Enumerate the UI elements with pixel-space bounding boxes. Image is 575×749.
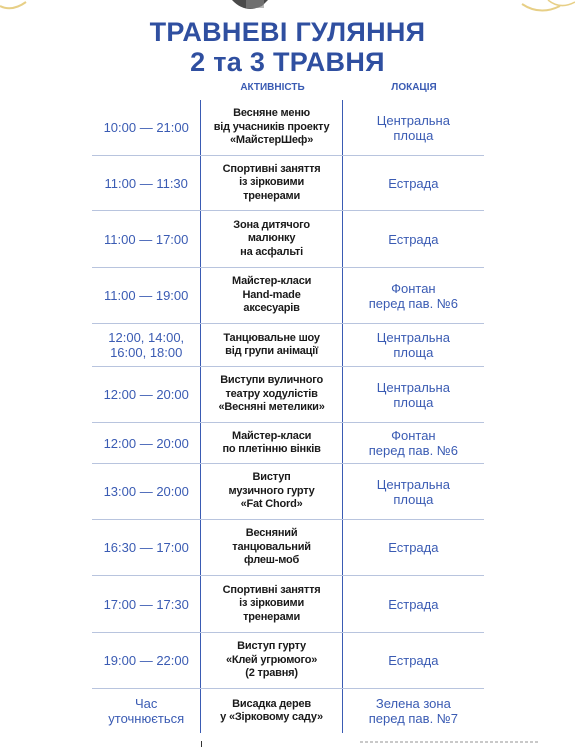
activity-cell: Весняне меню від учасників проекту «МайстерШеф» [200, 100, 342, 155]
location-cell: Зелена зона перед пав. №7 [368, 696, 458, 726]
table-row [92, 156, 484, 211]
table-row [92, 520, 484, 576]
location-cell: Фонтан перед пав. №6 [368, 280, 458, 311]
page-title: ТРАВНЕВІ ГУЛЯННЯ [149, 17, 426, 47]
time-cell: 17:00 — 17:30 [103, 596, 189, 612]
activity-cell: Майстер-класи по плетінню вінків [200, 423, 342, 463]
time-cell: 12:00 — 20:00 [103, 435, 189, 451]
table-row [92, 100, 484, 156]
activity-cell: Виступи вуличного театру ходулістів «Весняні метелики» [200, 367, 342, 422]
location-cell: Естрада [388, 231, 439, 247]
table-row [92, 464, 484, 520]
table-row [92, 367, 484, 423]
table-row [92, 423, 484, 464]
location-cell: Центральна площа [376, 112, 450, 143]
location-cell: Фонтан перед пав. №6 [368, 428, 458, 458]
page-subtitle: 2 та 3 ТРАВНЯ [190, 47, 385, 77]
table-row [92, 576, 484, 633]
time-cell: 10:00 — 21:00 [103, 120, 189, 135]
location-cell: Естрада [388, 653, 439, 668]
time-cell: 13:00 — 20:00 [103, 484, 189, 499]
time-cell: 11:00 — 11:30 [104, 175, 188, 191]
activity-cell: Виступ гурту «Клей угрюмого» (2 травня) [200, 633, 342, 688]
location-cell: Центральна площа [376, 330, 450, 360]
footer-fine-print-decoration [360, 741, 540, 743]
time-cell: Час уточнюється [108, 696, 185, 726]
activity-cell: Зона дитячого малюнку на асфальті [200, 211, 342, 267]
table-row [92, 211, 484, 268]
time-cell: 12:00 — 20:00 [103, 387, 189, 402]
footer-mark [201, 741, 202, 747]
activity-cell: Виступ музичного гурту «Fat Chord» [200, 464, 342, 519]
time-cell: 11:00 — 17:00 [104, 231, 189, 247]
time-cell: 11:00 — 19:00 [104, 288, 189, 303]
activity-cell: Спортивні заняття із зірковими тренерами [200, 576, 342, 632]
activity-cell: Висадка дерев у «Зірковому саду» [200, 689, 342, 733]
location-cell: Центральна площа [376, 476, 450, 507]
table-row [92, 689, 484, 733]
time-cell: 16:30 — 17:00 [103, 540, 189, 555]
location-column-header: ЛОКАЦІЯ [391, 82, 437, 93]
activity-cell: Майстер-класи Hand-made аксесуарів [200, 268, 342, 323]
activity-cell: Танцювальне шоу від групи анімації [200, 324, 342, 366]
table-row [92, 324, 484, 367]
location-cell: Естрада [388, 175, 439, 191]
activity-cell: Спортивні заняття із зірковими тренерами [200, 156, 342, 210]
table-row [92, 633, 484, 689]
time-cell: 12:00, 14:00, 16:00, 18:00 [108, 330, 185, 360]
activity-column-header: АКТИВНІСТЬ [240, 82, 305, 93]
location-cell: Естрада [388, 596, 439, 612]
location-cell: Центральна площа [376, 379, 450, 410]
time-cell: 19:00 — 22:00 [103, 653, 189, 668]
schedule-table [92, 100, 484, 733]
table-row [92, 268, 484, 324]
activity-cell: Весняний танцювальний флеш-моб [200, 520, 342, 575]
location-cell: Естрада [388, 540, 439, 555]
